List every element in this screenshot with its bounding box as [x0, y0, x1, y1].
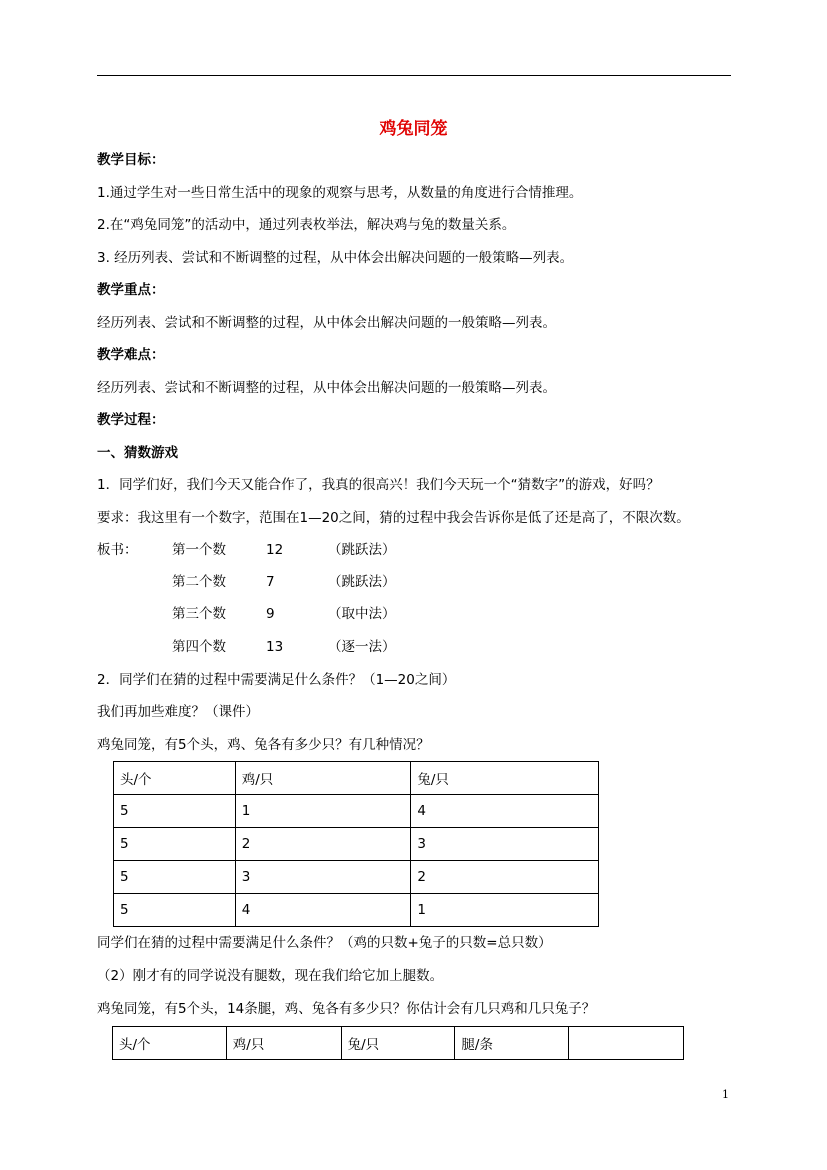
- table-cell: 5: [114, 795, 236, 828]
- paragraph-5: 鸡兔同笼，有5个头，鸡、兔各有多少只？有几种情况？: [97, 737, 430, 753]
- board-item-method: （跳跃法）: [328, 574, 396, 590]
- table-header-cell: 兔/只: [341, 1027, 455, 1060]
- header-rule: [97, 75, 731, 76]
- table-header-cell: 头/个: [114, 762, 236, 795]
- table-row: [114, 828, 599, 861]
- chicken-rabbit-table: [113, 761, 599, 927]
- table-cell: 3: [411, 828, 599, 861]
- table-header-cell: 腿/条: [455, 1027, 569, 1060]
- table-header-row: [114, 762, 599, 795]
- difficulty-heading: 教学难点：: [97, 347, 165, 363]
- goals-heading: 教学目标：: [97, 152, 165, 168]
- board-item-name: 第一个数: [172, 542, 226, 558]
- board-label: 板书：: [97, 542, 138, 558]
- paragraph-7: （2）刚才有的同学说没有腿数，现在我们给它加上腿数。: [97, 968, 444, 984]
- paragraph-6: 同学们在猜的过程中需要满足什么条件？（鸡的只数+兔子的只数=总只数）: [97, 935, 552, 951]
- process-heading: 教学过程：: [97, 412, 165, 428]
- key-text: 经历列表、尝试和不断调整的过程，从中体会出解决问题的一般策略—列表。: [97, 315, 556, 331]
- paragraph-8: 鸡兔同笼，有5个头，14条腿，鸡、兔各有多少只？你估计会有几只鸡和几只兔子？: [97, 1001, 596, 1017]
- board-item-method: （逐一法）: [328, 639, 396, 655]
- table-header-cell: 兔/只: [411, 762, 599, 795]
- board-item-method: （取中法）: [328, 606, 396, 622]
- goal-1: 1.通过学生对一些日常生活中的现象的观察与思考，从数量的角度进行合情推理。: [97, 185, 583, 201]
- table-header-cell: [569, 1027, 684, 1060]
- table-cell: 5: [114, 861, 236, 894]
- table-header-cell: 鸡/只: [226, 1027, 341, 1060]
- goal-2: 2.在“鸡兔同笼”的活动中，通过列表枚举法，解决鸡与兔的数量关系。: [97, 217, 516, 233]
- board-item-name: 第四个数: [172, 639, 226, 655]
- difficulty-text: 经历列表、尝试和不断调整的过程，从中体会出解决问题的一般策略—列表。: [97, 380, 556, 396]
- table-row: [114, 861, 599, 894]
- key-heading: 教学重点：: [97, 282, 165, 298]
- table-cell: 5: [114, 894, 236, 927]
- board-item-num: 7: [266, 574, 275, 590]
- board-item-method: （跳跃法）: [328, 542, 396, 558]
- paragraph-3: 2．同学们在猜的过程中需要满足什么条件？（1—20之间）: [97, 672, 456, 688]
- board-item-num: 9: [266, 606, 275, 622]
- part1-heading: 一、猜数游戏: [97, 445, 178, 461]
- paragraph-4: 我们再加些难度？（课件）: [97, 704, 259, 720]
- paragraph-1: 1．同学们好，我们今天又能合作了，我真的很高兴！我们今天玩一个“猜数字”的游戏，好吗？: [97, 477, 660, 493]
- table-cell: 1: [411, 894, 599, 927]
- goal-3: 3. 经历列表、尝试和不断调整的过程，从中体会出解决问题的一般策略—列表。: [97, 250, 574, 266]
- table-cell: 2: [235, 828, 411, 861]
- legs-table: [112, 1026, 684, 1060]
- table-row: [114, 894, 599, 927]
- table-cell: 4: [411, 795, 599, 828]
- table-cell: 5: [114, 828, 236, 861]
- table-header-cell: 鸡/只: [235, 762, 411, 795]
- board-item-num: 12: [266, 542, 284, 558]
- page-number: 1: [722, 1088, 729, 1101]
- table-row: [114, 795, 599, 828]
- table-header-row: [113, 1027, 684, 1060]
- board-item-num: 13: [266, 639, 284, 655]
- table-cell: 4: [235, 894, 411, 927]
- table-header-cell: 头/个: [113, 1027, 227, 1060]
- table-cell: 1: [235, 795, 411, 828]
- board-item-name: 第二个数: [172, 574, 226, 590]
- table-cell: 3: [235, 861, 411, 894]
- board-item-name: 第三个数: [172, 606, 226, 622]
- table-cell: 2: [411, 861, 599, 894]
- paragraph-2: 要求：我这里有一个数字，范围在1—20之间，猜的过程中我会告诉你是低了还是高了，不限次数。: [97, 510, 690, 526]
- page-title: 鸡兔同笼: [379, 119, 448, 139]
